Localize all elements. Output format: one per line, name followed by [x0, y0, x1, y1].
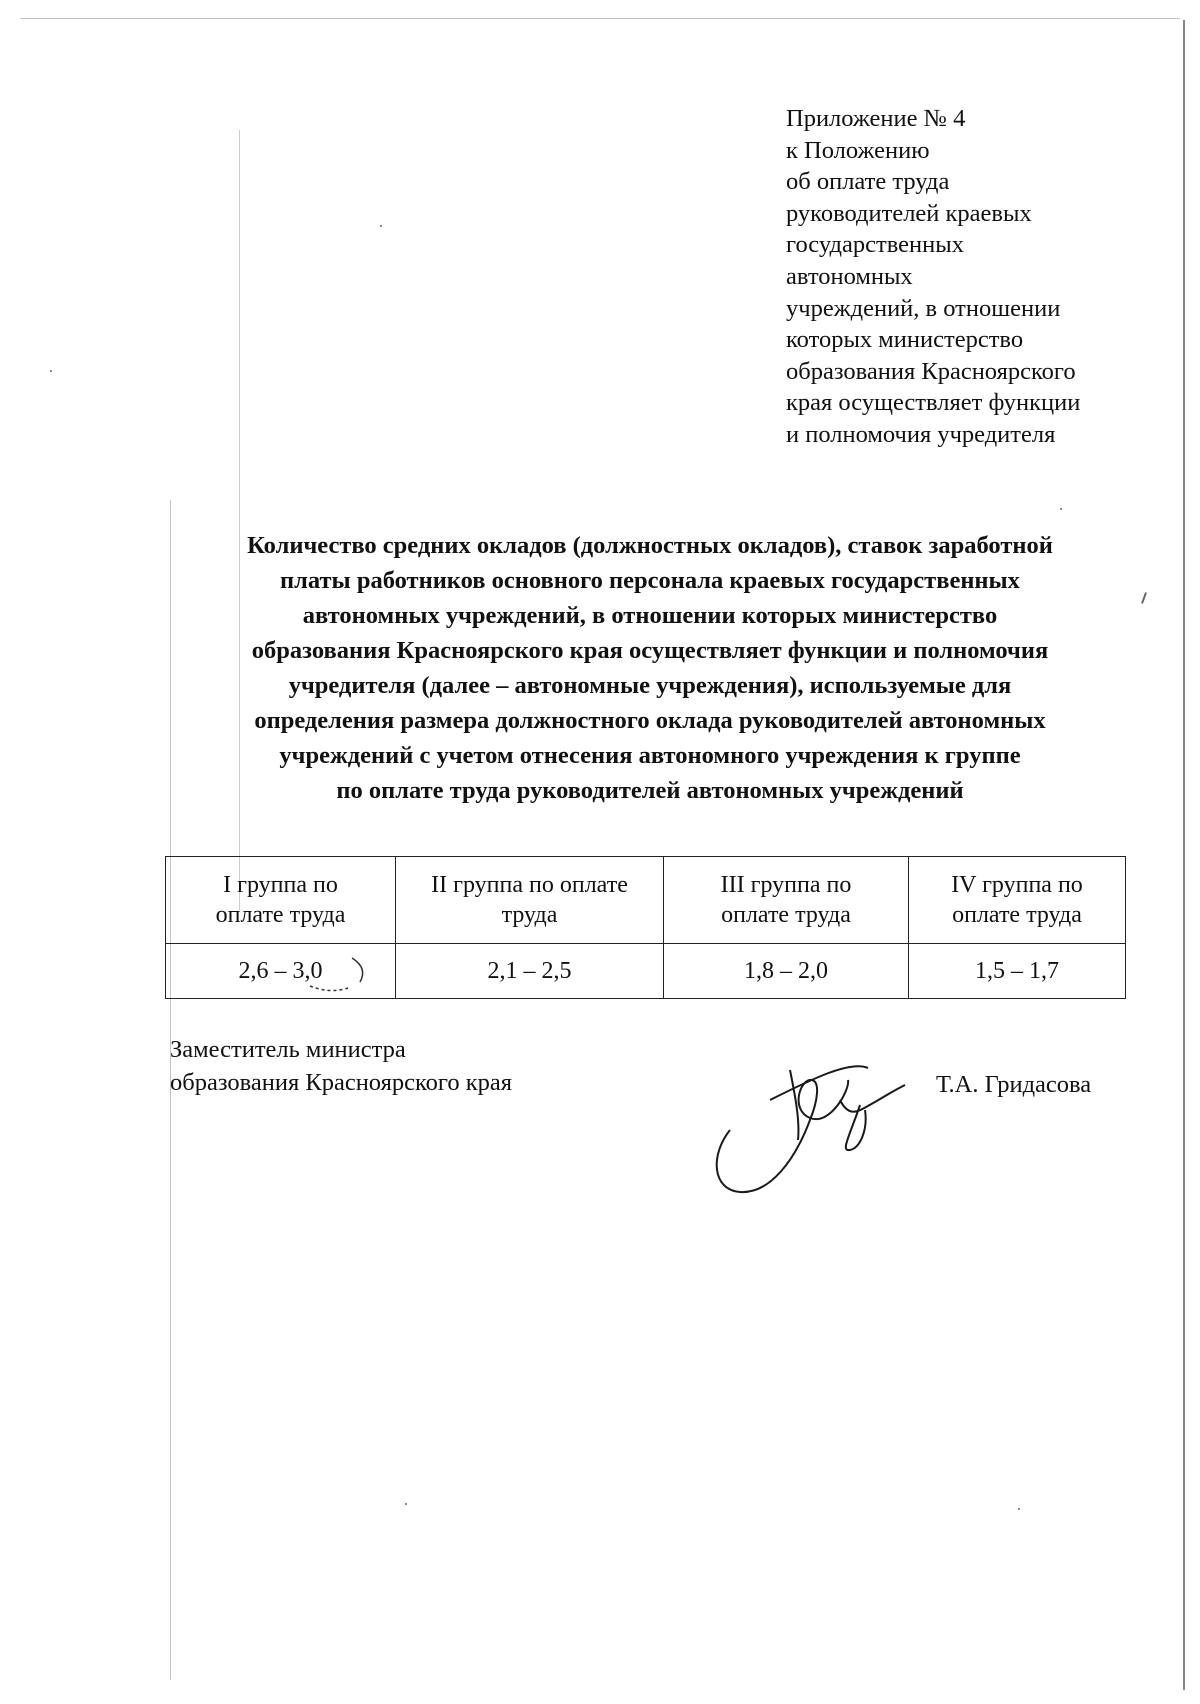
scan-speck: [1141, 592, 1147, 604]
header-group-1: I группа по оплате труда: [166, 857, 396, 944]
heading-line: Количество средних окладов (должностных окладов), ставок заработной: [247, 532, 1053, 559]
appendix-line: руководителей краевых: [786, 199, 1032, 227]
signer-title: [170, 1033, 512, 1099]
scan-speck: [1018, 1508, 1020, 1510]
value-group-4: 1,5 – 1,7: [909, 944, 1126, 999]
heading-line: образования Красноярского края осуществляет функции и полномочия: [251, 637, 1049, 664]
scan-speck: [405, 1503, 407, 1505]
appendix-line: края осуществляет функции: [786, 389, 1081, 417]
appendix-line: государственных: [786, 231, 964, 259]
handwritten-signature: [700, 1040, 920, 1200]
scan-edge-top: [20, 18, 1180, 19]
heading-line: автономных учреждений, в отношении которых министерство: [302, 602, 998, 629]
appendix-line: Приложение № 4: [786, 105, 966, 132]
appendix-line: которых министерство: [786, 326, 1024, 354]
value-group-1: 2,6 – 3,0: [166, 944, 396, 999]
signer-title-line: образования Красноярского края: [170, 1069, 513, 1096]
header-group-2: II группа по оплате труда: [396, 857, 664, 944]
scan-edge-right: [1183, 20, 1185, 1690]
header-group-3: III группа по оплате труда: [664, 857, 909, 944]
signer-name: Т.А. Гридасова: [936, 1071, 1092, 1098]
value-group-3: 1,8 – 2,0: [664, 944, 909, 999]
heading-line: по оплате труда руководителей автономных учреждений: [336, 777, 964, 804]
scan-speck: [380, 225, 382, 227]
appendix-line: к Положению: [786, 136, 930, 164]
scan-speck: [50, 370, 52, 372]
appendix-line: автономных: [786, 262, 913, 290]
signer-title-line: Заместитель министра: [170, 1036, 406, 1063]
heading-line: учредителя (далее – автономные учреждения), используемые для: [288, 672, 1012, 699]
appendix-line: и полномочия учредителя: [786, 420, 1056, 448]
appendix-line: учреждений, в отношении: [786, 294, 1061, 322]
scan-speck: [1060, 508, 1062, 510]
appendix-reference: [786, 103, 1166, 451]
heading-line: платы работников основного персонала краевых государственных: [280, 567, 1020, 594]
appendix-line: образования Красноярского: [786, 357, 1076, 385]
header-group-4: IV группа по оплате труда: [909, 857, 1126, 944]
appendix-line: об оплате труда: [786, 168, 950, 196]
table-header-row: [166, 857, 1126, 944]
value-group-2: 2,1 – 2,5: [396, 944, 664, 999]
handwritten-mark: [300, 950, 380, 1000]
heading-line: определения размера должностного оклада руководителей автономных: [254, 707, 1046, 734]
heading-line: учреждений с учетом отнесения автономного учреждения к группе: [279, 742, 1021, 769]
document-heading: [160, 528, 1140, 808]
